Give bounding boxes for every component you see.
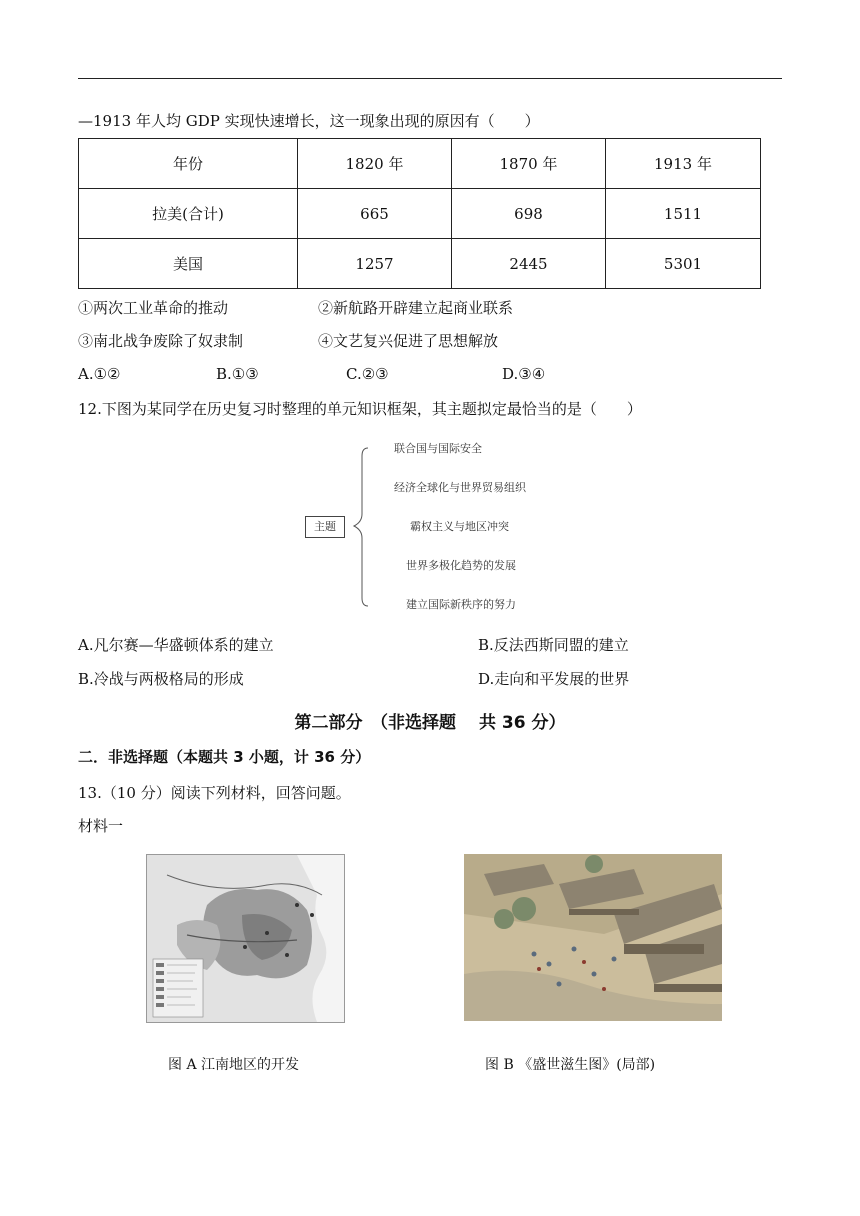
table-row [79,189,761,239]
part-two-heading: 第二部分 （非选择题 共 36 分） [294,713,566,733]
table-row [79,239,761,289]
table-cell: 698 [452,189,606,239]
topic-box: 主题 [305,516,345,538]
q11-option-3: ③南北战争废除了奴隶制 [78,332,244,350]
figure-b-caption: 图 B 《盛世滋生图》(局部) [485,1057,656,1073]
q11-option-1: ①两次工业革命的推动 [78,299,229,317]
jiangnan-map-image [146,854,345,1023]
q12-answer-a[interactable]: A.凡尔赛—华盛顿体系的建立 [78,636,274,654]
header-rule [78,78,782,79]
table-cell: 1511 [606,189,761,239]
q12-answer-b[interactable]: B.反法西斯同盟的建立 [478,636,629,654]
shengshi-painting-image [464,854,722,1021]
table-cell: 美国 [79,239,298,289]
table-header-cell: 1820 年 [298,139,452,189]
q11-answer-d[interactable]: D.③④ [502,365,546,383]
q11-option-2: ②新航路开辟建立起商业联系 [318,299,514,317]
knowledge-framework-diagram [300,432,580,612]
table-cell: 1257 [298,239,452,289]
q13-material-label: 材料一 [78,817,124,835]
table-cell: 5301 [606,239,761,289]
q11-answer-c[interactable]: C.②③ [346,365,389,383]
table-row [79,139,761,189]
q11-answer-a[interactable]: A.①② [78,365,121,383]
q11-answer-b[interactable]: B.①③ [216,365,259,383]
diagram-item: 霸权主义与地区冲突 [410,520,509,533]
table-header-cell: 年份 [79,139,298,189]
diagram-item: 建立国际新秩序的努力 [406,598,516,611]
diagram-item: 联合国与国际安全 [394,442,482,455]
q13-stem: 13.（10 分）阅读下列材料，回答问题。 [78,784,351,802]
q12-stem: 12.下图为某同学在历史复习时整理的单元知识框架，其主题拟定最恰当的是（ ） [78,400,642,418]
q11-option-4: ④文艺复兴促进了思想解放 [318,332,499,350]
map-icon [147,855,344,1022]
gdp-table [78,138,761,289]
q11-intro: —1913 年人均 GDP 实现快速增长，这一现象出现的原因有（ ） [78,112,540,130]
section-heading: 二．非选择题（本题共 3 小题，计 36 分） [78,748,371,766]
table-cell: 665 [298,189,452,239]
q12-answer-c[interactable]: B.冷战与两极格局的形成 [78,670,244,688]
table-cell: 拉美(合计) [79,189,298,239]
table-cell: 2445 [452,239,606,289]
diagram-item: 世界多极化趋势的发展 [406,559,516,572]
table-header-cell: 1870 年 [452,139,606,189]
table-header-cell: 1913 年 [606,139,761,189]
figure-a-caption: 图 A 江南地区的开发 [168,1057,300,1073]
diagram-item: 经济全球化与世界贸易组织 [394,481,526,494]
q12-answer-d[interactable]: D.走向和平发展的世界 [478,670,630,688]
painting-icon [464,854,722,1021]
